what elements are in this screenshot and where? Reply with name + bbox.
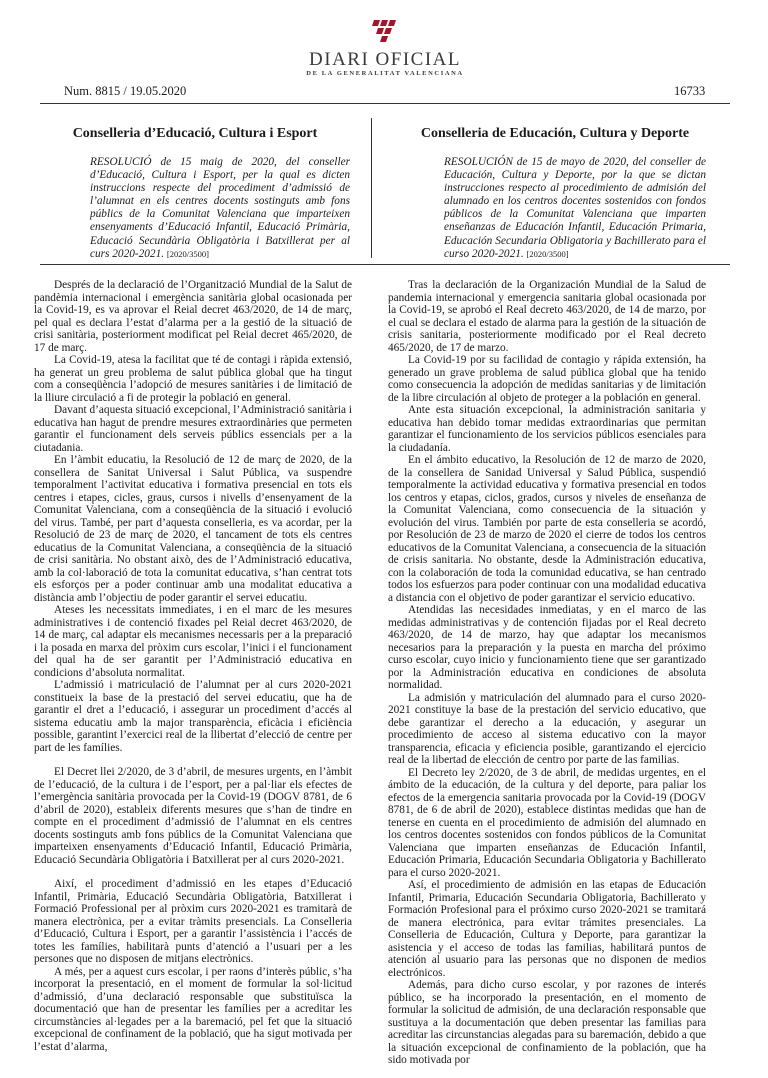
- paragraph: La Covid-19, atesa la facilitat que té de contagi i ràpida extensió, ha generat un greu problema de salut pública global que ha tingut com a conseqüència l’adopció de mesures sanitàries i de limitació de la lliure circulació a fi de protegir la població en general.: [34, 354, 352, 404]
- department-title-valencian: Conselleria d’Educació, Cultura i Esport: [72, 126, 318, 141]
- coat-of-arms-icon: [368, 18, 402, 48]
- paragraph: Ante esta situación excepcional, la administración sanitaria y educativa han debido tomar medidas extraordinarias que permitan garantizar el funcionamiento de los servicios públicos esenciales para la ciudadanía.: [388, 404, 706, 454]
- page-number: 16733: [674, 84, 706, 98]
- logo-subtitle: DE LA GENERALITAT VALENCIANA: [306, 70, 464, 77]
- paragraph: Ateses les necessitats immediates, i en el marc de les mesures administratives i de contenció fixades pel Reial decret 463/2020, de 14 de març, cal adaptar els mecanismes necessaris per a la preparació i la posada en marxa del pròxim curs escolar, l’inici i el funcionament del qual ha de ser garantit per l’Administració educativa en condicions d’absoluta normalitat.: [34, 604, 352, 679]
- resolution-text: RESOLUCIÓN de 15 de mayo de 2020, del conseller de Educación, Cultura y Deporte, por la que se dictan instrucciones respecto al procedimiento de admisión del alumnado en los centros docentes sostenidos con fondos públicos de la Comunitat Valenciana que imparten enseñanzas de Educación Infantil, Educación Primaria, Educación Secundaria Obligatoria y Bachillerato para el curso 2020-2021.: [444, 156, 706, 260]
- paragraph: En l’àmbit educatiu, la Resolució de 12 de març de 2020, de la consellera de Sanitat Universal i Salut Pública, va suspendre temporalment l’activitat educativa i formativa presencial en tots els centres i etapes, cicles, graus, cursos i nivells d’ensenyament de la Comunitat Valenciana, com a conseqüència de la situació i evolució del virus. També, per part d’aquesta conselleria, es va acordar, per la Resolució de 23 de març de 2020, el tancament de tots els centres educatius de la Comunitat Valenciana, a conseqüència de la situació de crisi sanitària. No obstant això, des de l’Administració educativa, amb la col·laboració de tota la comunitat educativa, s’han centrat tots els esforços per a poder continuar amb una modalitat educativa a distància amb l’objectiu de poder garantir el servei educatiu.: [34, 454, 352, 604]
- paragraph: Davant d’aquesta situació excepcional, l’Administració sanitària i educativa han hagut de prendre mesures extraordinàries que permeten garantir el funcionament dels serveis públics essencials per a la ciutadania.: [34, 404, 352, 454]
- paragraph: La admisión y matriculación del alumnado para el curso 2020-2021 constituye la base de la prestación del servicio educativo, que debe garantizar el derecho a la educación, y asegurar un procedimiento de acceso al sistema educativo con la mayor transparencia, eficacia y eficiencia posible, garantizando el ejercicio real de la libertad de elección de centro por parte de las familias.: [388, 691, 706, 766]
- paragraph: L’admissió i matriculació de l’alumnat per al curs 2020-2021 constitueix la base de la prestació del servei educatiu, que ha de garantir el dret a l’educació, i assegurar un procediment d’accés al sistema educatiu amb la major transparència, eficàcia i eficiència possible, garantint l’exercici real de la llibertat d’elecció de centre per part de les famílies.: [34, 679, 352, 754]
- resolution-reference: [2020/3500]: [166, 248, 209, 259]
- department-title-spanish: Conselleria de Educación, Cultura y Deporte: [420, 126, 690, 141]
- logo-title: DIARI OFICIAL: [309, 49, 461, 70]
- resolution-reference: [2020/3500]: [526, 248, 569, 259]
- column-divider: [371, 118, 372, 258]
- section-divider: [40, 264, 730, 265]
- page-header: [0, 0, 768, 110]
- header-divider: [40, 103, 730, 104]
- paragraph: En el ámbito educativo, la Resolución de 12 de marzo de 2020, de la consellera de Sanidad Universal y Salud Pública, suspendió temporalmente la actividad educativa y formativa presencial en todos los centros y etapas, ciclos, grados, cursos y niveles de enseñanza de la Comunitat Valenciana, como consecuencia de la situación y evolución del virus. También por parte de esta conselleria se acordó, por Resolución de 23 de marzo de 2020 el cierre de todos los centros educativos de la Comunitat Valenciana, a consecuencia de la situación de crisis sanitaria. No obstante, desde la Administración educativa, con la colaboración de toda la comunidad educativa, se han centrado todos los esfuerzos para poder continuar con una modalidad educativa a distancia con el objetivo de poder garantizar el servicio educativo.: [388, 454, 706, 604]
- body-column-spanish: [388, 279, 706, 1067]
- paragraph: Després de la declaració de l’Organització Mundial de la Salut de pandèmia internacional i emergència sanitària global ocasionada per la Covid-19, es va aprovar el Reial decret 463/2020, de 14 de març, pel qual es declara l’estat d’alarma per a la gestió de la situació de crisi sanitària, posteriorment modificat pel Reial decret 465/2020, de 17 de març.: [34, 279, 352, 354]
- resolution-text: RESOLUCIÓ de 15 maig de 2020, del conseller d’Educació, Cultura i Esport, per la qual es dicten instruccions respecte del procediment d’admissió de l’alumnat en els centres docents sostinguts amb fons públics de la Comunitat Valenciana que imparteixen ensenyaments d’Educació Infantil, Educació Primària, Educació Secundària Obligatòria i Batxillerat per al curs 2020-2021.: [90, 156, 350, 260]
- issue-number: Num. 8815 / 19.05.2020: [64, 84, 187, 98]
- diari-oficial-logo: [300, 18, 470, 100]
- paragraph: Tras la declaración de la Organización Mundial de la Salud de pandemia internacional y emergencia sanitaria global ocasionada por la Covid-19, se aprobó el Real decreto 463/2020, de 14 de marzo, por el cual se declara el estado de alarma para la gestión de la situación de crisis sanitaria, posteriormente modificado por el Real decreto 465/2020, de 17 de marzo.: [388, 279, 706, 354]
- paragraph: La Covid-19 por su facilidad de contagio y rápida extensión, ha generado un grave problema de salud pública global que ha tenido como consecuencia la adopción de medidas sanitarias y de limitación de la libre circulación al objeto de proteger a la población en general.: [388, 354, 706, 404]
- paragraph: Así, el procedimiento de admisión en las etapas de Educación Infantil, Primaria, Educación Secundaria Obligatoria, Bachillerato y Formación Profesional para el próximo curso 2020-2021 se tramitará de manera electrónica, para evitar trámites presenciales. La Conselleria de Educación, Cultura y Deporte, para garantizar la asistencia y el acceso de todas las familias, habilitará puntos de atención al usuario para las personas que no disponen de medios electrónicos.: [388, 879, 706, 979]
- resolution-heading-spanish: [444, 156, 706, 261]
- paragraph: Además, para dicho curso escolar, y por razones de interés público, se ha incorporado la presentación, en el momento de formular la solicitud de admisión, de una declaración responsable que sustituya a la documentación que deben presentar las familias para acreditar las circunstancias alegadas para su baremación, debido a que la situación excepcional de confinamiento de la población, que ha sido motivada por: [388, 979, 706, 1066]
- paragraph: A més, per a aquest curs escolar, i per raons d’interès públic, s’ha incorporat la presentació, en el moment de formular la sol·licitud d’admissió, d’una declaració responsable que substituïsca la documentació que han de presentar les famílies per a acreditar les circumstàncies al·legades per a la baremació, pel fet que la situació excepcional de confinament de la població, que ha sigut motivada per l’estat d’alarma,: [34, 965, 352, 1053]
- paragraph: El Decret llei 2/2020, de 3 d’abril, de mesures urgents, en l’àmbit de l’educació, de la cultura i de l’esport, per a pal·liar els efectes de l’emergència sanitària provocada per la Covid-19 (DOGV 8781, de 6 d’abril de 2020), estableix diferents mesures que s’han de tindre en compte en el procediment d’admissió de l’alumnat en els centres docents sostinguts amb fons públics de la Comunitat Valenciana que imparteixen ensenyaments d’Educació Infantil, Educació Primària, Educació Secundària Obligatòria i Batxillerat per al curs 2020-2021.: [34, 766, 352, 866]
- resolution-heading-valencian: [90, 156, 350, 261]
- body-column-valencian: [34, 279, 352, 1053]
- paragraph: Atendidas las necesidades inmediatas, y en el marco de las medidas administrativas y de contención fijadas por el Real decreto 463/2020, de 14 de marzo, hay que adaptar los mecanismos necesarios para la preparación y la puesta en marcha del próximo curso escolar, cuyo inicio y funcionamiento tiene que ser garantizado por la Administración educativa en condiciones de absoluta normalidad.: [388, 604, 706, 691]
- paragraph: El Decreto ley 2/2020, de 3 de abril, de medidas urgentes, en el ámbito de la educación, de la cultura y del deporte, para paliar los efectos de la emergencia sanitaria provocada por la Covid-19 (DOGV 8781, de 6 de abril de 2020), establece distintas medidas que han de tenerse en cuenta en el procedimiento de admisión del alumnado en los centros docentes sostenidos con fondos públicos de la Comunitat Valenciana que imparten enseñanzas de Educación Infantil, Educación Primaria, Educación Secundaria Obligatoria y Bachillerato para el curso 2020-2021.: [388, 766, 706, 879]
- paragraph: Així, el procediment d’admissió en les etapes d’Educació Infantil, Primària, Educació Secundària Obligatòria, Batxillerat i Formació Professional per al pròxim curs 2020-2021 es tramitarà de manera electrònica, per a evitar tràmits presencials. La Conselleria d’Educació, Cultura i Esport, per a garantir l’assistència i l’accés de totes les famílies, habilitarà punts d’atenció a l’usuari per a les persones que no disposen de mitjans electrònics.: [34, 878, 352, 965]
